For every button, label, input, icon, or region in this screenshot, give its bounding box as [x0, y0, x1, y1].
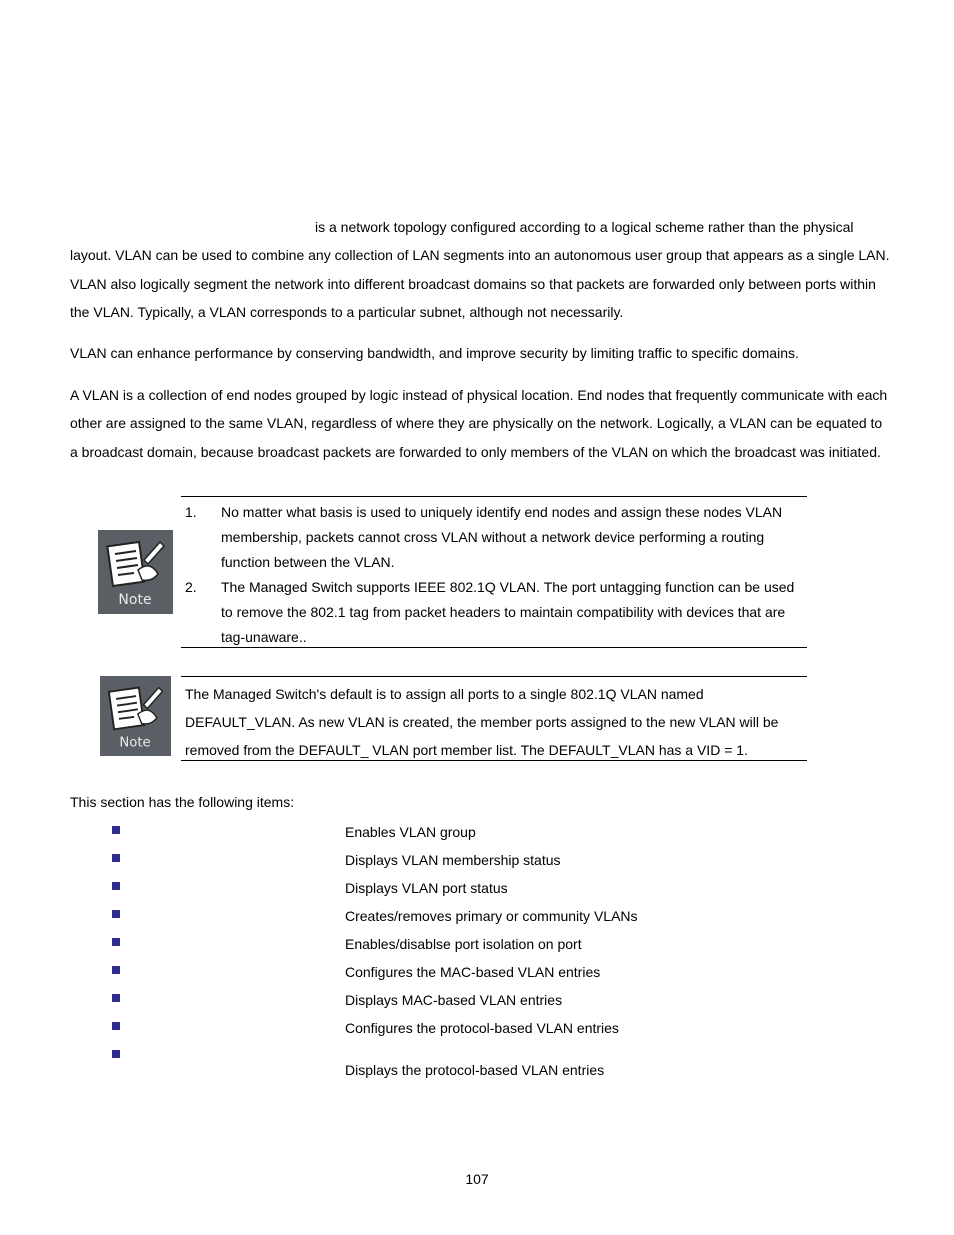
- bullet-icon: [112, 910, 120, 918]
- item-description: Displays MAC-based VLAN entries: [345, 992, 563, 1008]
- note-item: [181, 575, 807, 650]
- definition-paragraph: A VLAN is a collection of end nodes grouped by logic instead of physical location. End nodes that frequently communicate with each other are assigned to the same VLAN, regardless of where they are physically on the network. Logically, a VLAN can be equated to a broadcast domain, because broadcast packets are forwarded to only members of the VLAN on which the broadcast was initiated.: [70, 387, 888, 460]
- section-intro: This section has the following items:: [70, 794, 295, 810]
- note-box-1: [181, 496, 807, 648]
- bullet-icon: [112, 966, 120, 974]
- intro-paragraph: is a network topology configured according to a logical scheme rather than the physical layout. VLAN can be used to combine any collection of LAN segments into an autonomous user group that appears as a single LAN. VLAN also logically segment the network into different broadcast domains so that packets are forwarded only between ports within the VLAN. Typically, a VLAN corresponds to a particular subnet, although not necessarily.: [70, 219, 890, 320]
- note-icon: [100, 676, 171, 756]
- note-item-number: 1.: [185, 504, 197, 520]
- item-description: Creates/removes primary or community VLANs: [345, 908, 638, 924]
- item-description: Enables VLAN group: [345, 824, 476, 840]
- item-description: Displays VLAN port status: [345, 880, 508, 896]
- bullet-icon: [112, 994, 120, 1002]
- note-text: The Managed Switch's default is to assign all ports to a single 802.1Q VLAN named DEFAULT_VLAN. As new VLAN is created, the member ports assigned to the new VLAN will be removed from the DEFAULT_ VLAN port member list. The DEFAULT_VLAN has a VID = 1.: [185, 686, 779, 758]
- note-icon-label: Note: [119, 735, 151, 751]
- item-description: Enables/disablse port isolation on port: [345, 936, 582, 952]
- bullet-icon: [112, 1050, 120, 1058]
- item-description: Configures the protocol-based VLAN entries: [345, 1020, 619, 1036]
- note-item: [181, 500, 807, 575]
- item-description: Displays VLAN membership status: [345, 852, 561, 868]
- item-description: Displays the protocol-based VLAN entries: [345, 1062, 605, 1078]
- bullet-icon: [112, 882, 120, 890]
- item-description: Configures the MAC-based VLAN entries: [345, 964, 601, 980]
- performance-paragraph: VLAN can enhance performance by conserving bandwidth, and improve security by limiting traffic to specific domains.: [70, 345, 799, 361]
- bullet-icon: [112, 938, 120, 946]
- note-item-text: The Managed Switch supports IEEE 802.1Q VLAN. The port untagging function can be used to remove the 802.1 tag from packet headers to maintain compatibility with devices that are tag-unaware..: [221, 579, 795, 645]
- note-icon-label: Note: [118, 592, 152, 608]
- bullet-icon: [112, 854, 120, 862]
- bullet-icon: [112, 826, 120, 834]
- bullet-icon: [112, 1022, 120, 1030]
- note-icon: [98, 530, 173, 614]
- note-box-2: [181, 676, 807, 761]
- note-item-number: 2.: [185, 579, 197, 595]
- page-number: 107: [465, 1171, 489, 1187]
- note-item-text: No matter what basis is used to uniquely identify end nodes and assign these nodes VLAN membership, packets cannot cross VLAN without a network device performing a routing function between the VLAN.: [221, 504, 783, 570]
